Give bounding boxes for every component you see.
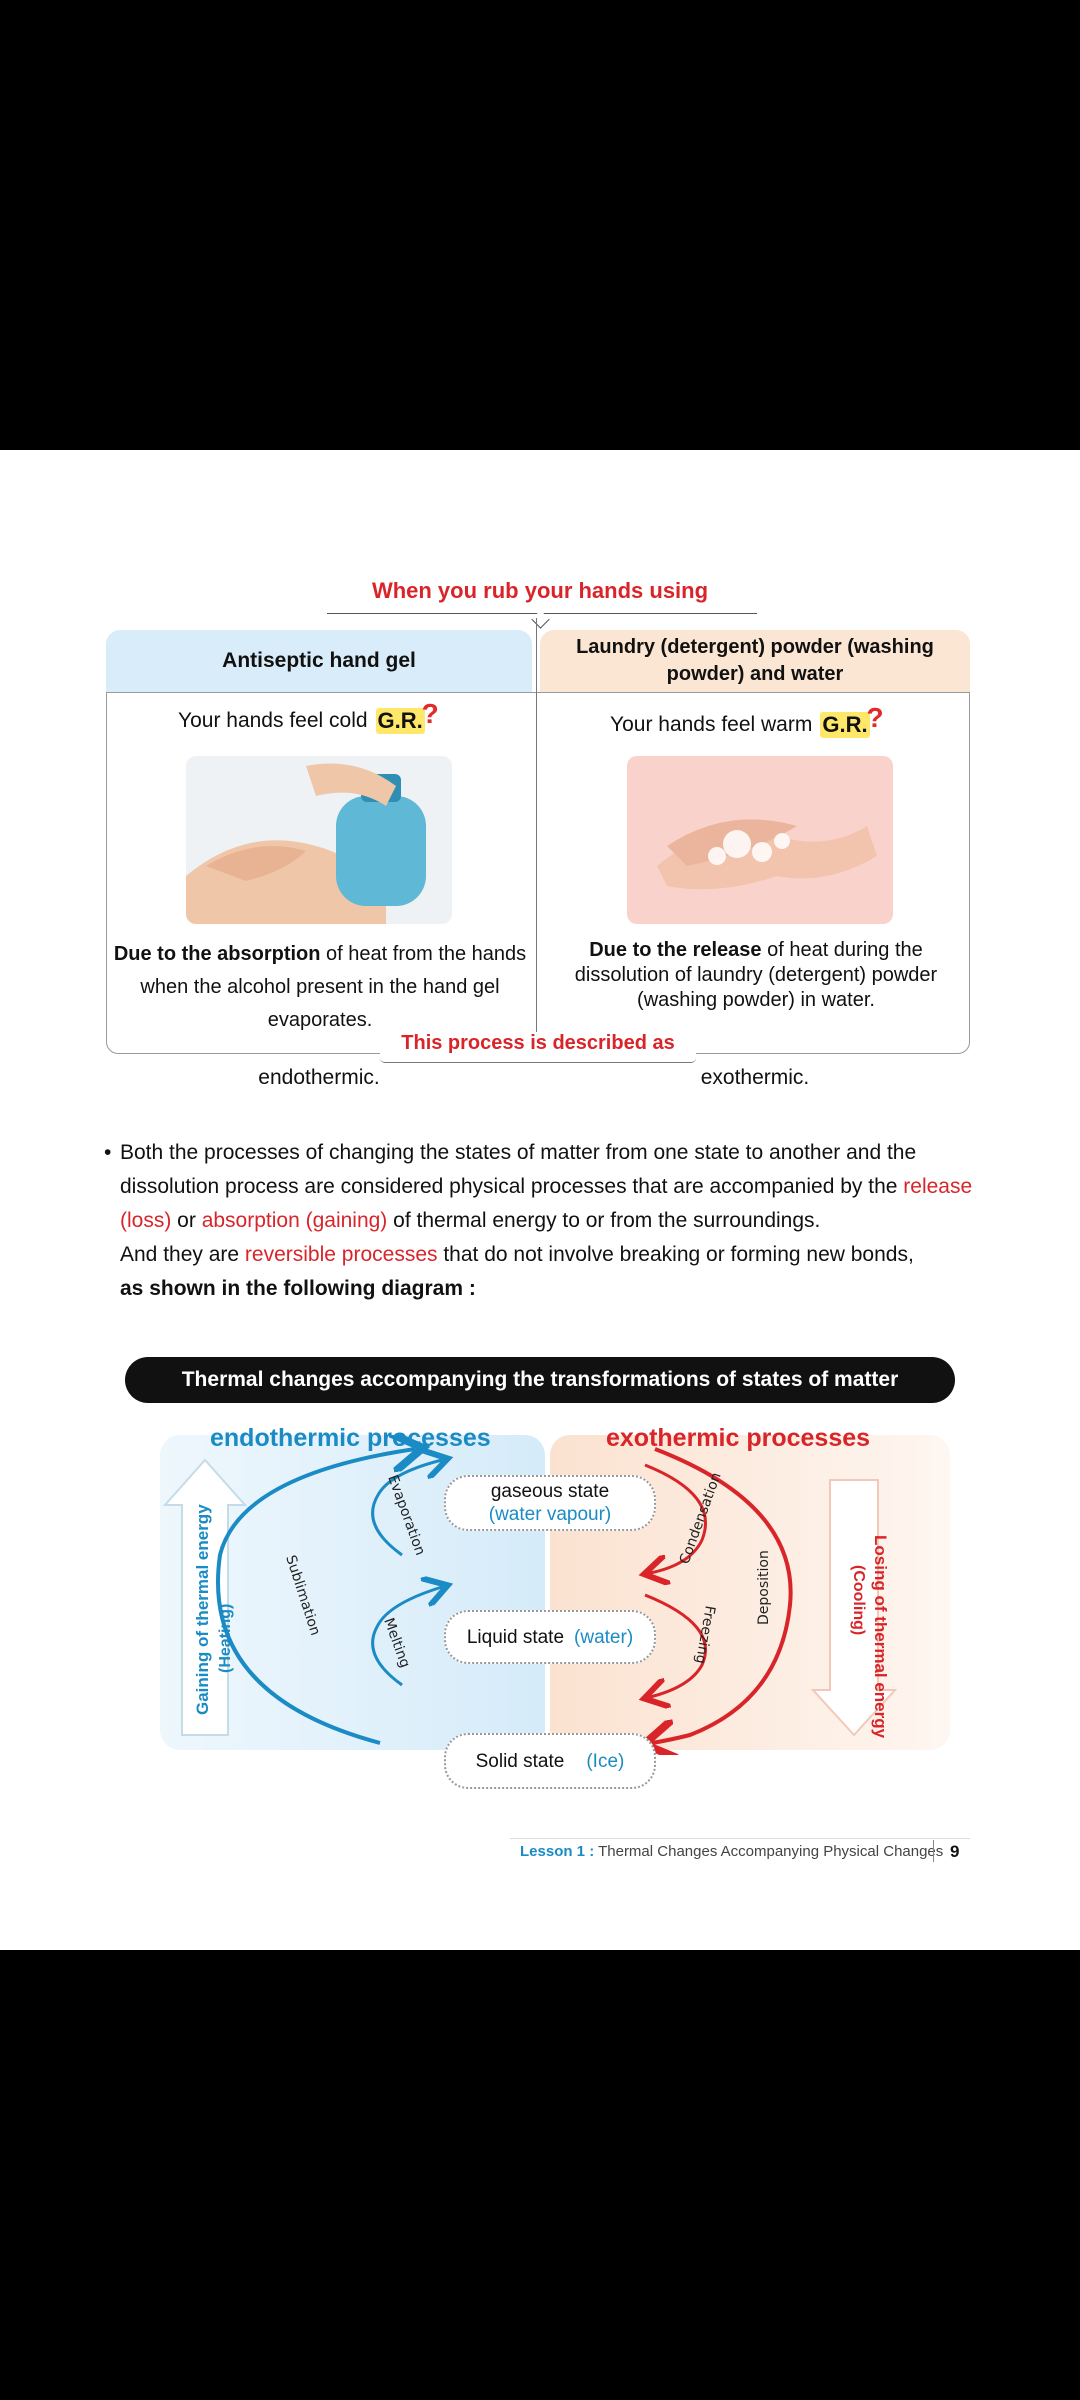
- left-desc-rest: of heat from the hands when the alcohol present in the hand gel evaporates.: [140, 943, 527, 1031]
- column-divider: [536, 618, 537, 1054]
- melting-label: Melting: [380, 1615, 413, 1670]
- liquid-state-label: Liquid state: [466, 1626, 565, 1648]
- gaining-label-1: Gaining of thermal energy: [193, 1504, 212, 1715]
- title-bracket: [327, 613, 757, 626]
- footer-line: [510, 1838, 970, 1839]
- section-title: When you rub your hands using: [371, 578, 709, 603]
- gaseous-state-label: gaseous state: [490, 1481, 610, 1502]
- para2-part-a: And they are: [120, 1243, 245, 1266]
- page-number: 9: [950, 1842, 960, 1861]
- deposition-label: Deposition: [756, 1550, 772, 1625]
- solid-state-label: Solid state: [475, 1750, 565, 1772]
- gaining-label-2: (Heating): [217, 1603, 234, 1673]
- right-column-heading: Laundry (detergent) powder (washing powder) and water: [540, 630, 970, 692]
- footer-lesson-title: Thermal Changes Accompanying Physical Changes: [598, 1843, 944, 1860]
- left-gr-badge: G.R. ?: [376, 708, 425, 734]
- document-page: [0, 450, 1080, 1950]
- right-feel-line: [610, 712, 870, 738]
- para1-or: or: [171, 1209, 202, 1232]
- para2-part-b: that do not involve breaking or forming new bonds,: [437, 1243, 914, 1266]
- footer-separator: [933, 1840, 934, 1862]
- footer-lesson: [520, 1843, 943, 1860]
- solid-state-sub: (Ice): [586, 1750, 625, 1772]
- para1-part-b: of thermal energy to or from the surroundings.: [387, 1209, 821, 1232]
- left-desc-bold: Due to the absorption: [113, 943, 321, 965]
- left-description: [110, 938, 530, 1037]
- gaseous-state-box: [444, 1475, 656, 1531]
- sublimation-label: Sublimation: [282, 1553, 324, 1638]
- losing-label-1: Losing of thermal energy: [871, 1535, 890, 1739]
- right-result: exothermic.: [700, 1066, 810, 1089]
- left-feel-text: Your hands feel cold: [178, 709, 368, 732]
- condensation-label: Condensation: [676, 1470, 725, 1567]
- hand-gel-image: [186, 756, 452, 924]
- solid-state-box: [444, 1733, 656, 1789]
- right-feel-text: Your hands feel warm: [610, 713, 813, 736]
- left-result: endothermic.: [258, 1066, 380, 1089]
- exothermic-title: exothermic processes: [606, 1424, 871, 1452]
- explanation-paragraph: • Both the processes of changing the states of matter from one state to another and the dissolution process are considered physical processes that are accompanied by the release (loss) or absorption (gaining) of thermal energy to or from the surroundings. And they are reversible processes that do not involve breaking or forming new bonds, as shown in the following diagram :: [106, 1136, 986, 1306]
- freezing-label: Freezing: [691, 1604, 718, 1665]
- diagram-banner: Thermal changes accompanying the transformations of states of matter: [125, 1357, 955, 1403]
- losing-label-2: (Cooling): [850, 1565, 867, 1636]
- washing-hands-image: [627, 756, 893, 924]
- para1-part-a: Both the processes of changing the states of matter from one state to another and the dissolution process are considered physical processes that are accompanied by the: [120, 1141, 917, 1198]
- liquid-state-sub: (water): [574, 1626, 634, 1648]
- evaporation-label: Evaporation: [384, 1472, 429, 1558]
- para2-bold: as shown in the following diagram :: [120, 1277, 476, 1300]
- right-desc-bold: Due to the release: [589, 939, 762, 961]
- liquid-state-box: [444, 1610, 656, 1664]
- left-column-heading: Antiseptic hand gel: [106, 630, 532, 692]
- para2-reversible: reversible processes: [244, 1243, 438, 1266]
- footer-lesson-number: Lesson 1 :: [520, 1843, 595, 1860]
- left-feel-line: [178, 708, 425, 734]
- para1-absorption: absorption (gaining): [201, 1209, 388, 1232]
- gaseous-state-sub: (water vapour): [488, 1504, 612, 1525]
- right-desc-rest: of heat during the dissolution of laundry (detergent) powder (washing powder) in water.: [574, 939, 938, 1011]
- endothermic-title: endothermic processes: [210, 1424, 491, 1452]
- process-label: This process is described as: [380, 1032, 696, 1055]
- right-description: [546, 938, 966, 1013]
- process-label-line: [380, 1058, 696, 1063]
- right-gr-badge: G.R. ?: [820, 712, 869, 738]
- para1-release: release (loss): [120, 1175, 973, 1232]
